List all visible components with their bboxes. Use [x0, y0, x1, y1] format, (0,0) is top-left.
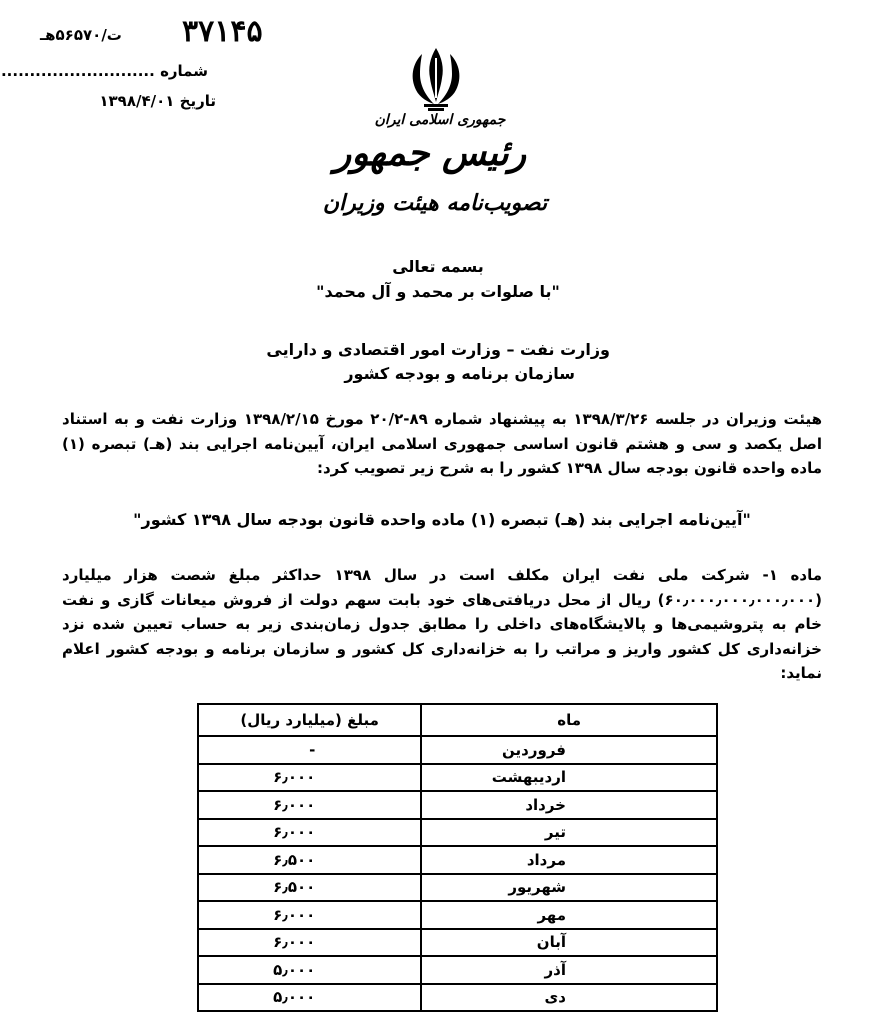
cell-month: فروردین — [421, 736, 717, 764]
cell-amount: ۶٫۰۰۰ — [198, 929, 421, 957]
table-row — [198, 874, 717, 902]
cell-amount: ۶٫۵۰۰ — [198, 874, 421, 902]
intro-paragraph: هیئت وزیران در جلسه ۱۳۹۸/۳/۲۶ به پیشنهاد شماره ۸۹-۲۰/۲ مورخ ۱۳۹۸/۲/۱۵ وزارت نفت و به استناد اصل یکصد و سی و هشتم قانون اساسی جمهوری اسلامی ایران، آیین‌نامه اجرایی بند (هـ) تبصره (۱) ماده واحده قانون بودجه سال ۱۳۹۸ کشور را به شرح زیر تصویب کرد: — [62, 410, 823, 477]
cell-amount: ۵٫۰۰۰ — [198, 956, 421, 984]
cell-month: آذر — [421, 956, 717, 984]
cell-amount: ۶٫۰۰۰ — [198, 791, 421, 819]
regulation-title: "آیین‌نامه اجرایی بند (هـ) تبصره (۱) ماده واحده قانون بودجه سال ۱۳۹۸ کشور" — [133, 510, 751, 529]
table-row — [198, 764, 717, 792]
header-month: ماه — [421, 704, 717, 736]
table-row — [198, 791, 717, 819]
table-row — [198, 929, 717, 957]
letterhead-country: جمهوری اسلامی ایران — [374, 112, 506, 128]
letterhead-president: رئیس جمهور — [333, 132, 527, 174]
shomare-label: شماره — [160, 62, 208, 80]
shomare-value: ........................... — [0, 62, 155, 80]
table-row — [198, 956, 717, 984]
cell-amount: ۶٫۵۰۰ — [198, 846, 421, 874]
table-row — [198, 984, 717, 1012]
emblem-icon — [404, 44, 468, 114]
table-header-row — [198, 704, 717, 736]
addressee-ministries: وزارت نفت – وزارت امور اقتصادی و دارایی — [266, 340, 610, 359]
cell-month: مهر — [421, 901, 717, 929]
payment-schedule-table — [197, 703, 718, 1012]
table-row — [198, 736, 717, 764]
cell-amount: ۵٫۰۰۰ — [198, 984, 421, 1012]
header-amount: مبلغ (میلیارد ریال) — [198, 704, 421, 736]
document-number: ت/۵۶۵۷۰هـ — [40, 26, 122, 44]
cell-month: شهریور — [421, 874, 717, 902]
table-row — [198, 819, 717, 847]
article-1: ماده ۱- شرکت ملی نفت ایران مکلف است در سال ۱۳۹۸ حداکثر مبلغ شصت هزار میلیارد (۶۰٫۰۰۰٫۰۰۰٫۰۰۰٫۰۰۰) ریال از محل دریافتی‌های خود بابت سهم دولت از فروش میعانات گازی و نفت خام به پتروشیمی‌ها و پالایشگاه‌های داخلی را مطابق جدول زمان‌بندی زیر به حساب تعیین شده نزد خزانه‌داری کل کشور واریز و مراتب را به خزانه‌داری کل کشور و سازمان برنامه و بودجه کشور اعلام نماید: — [62, 566, 822, 682]
date-row — [46, 92, 216, 110]
cell-amount: - — [198, 736, 421, 764]
shomare-row — [0, 62, 208, 80]
addressee-organization — [190, 364, 610, 383]
table-row — [198, 901, 717, 929]
cell-month: دی — [421, 984, 717, 1012]
addressee-organization-text: سازمان برنامه و بودجه کشور — [344, 364, 575, 383]
date-value: ۱۳۹۸/۴/۰۱ — [99, 92, 175, 110]
cell-month: آبان — [421, 929, 717, 957]
sequence-number: ۳۷۱۴۵ — [182, 14, 263, 49]
cell-amount: ۶٫۰۰۰ — [198, 901, 421, 929]
cell-month: خرداد — [421, 791, 717, 819]
salawat: "با صلوات بر محمد و آل محمد" — [316, 282, 560, 301]
date-label: تاریخ — [179, 92, 216, 110]
cell-month: اردیبهشت — [421, 764, 717, 792]
cell-amount: ۶٫۰۰۰ — [198, 819, 421, 847]
cell-month: مرداد — [421, 846, 717, 874]
basmala: بسمه تعالی — [392, 257, 484, 276]
table-row — [198, 846, 717, 874]
cell-month: تیر — [421, 819, 717, 847]
cell-amount: ۶٫۰۰۰ — [198, 764, 421, 792]
letterhead-cabinet-resolution: تصویب‌نامه هیئت وزیران — [322, 190, 548, 216]
